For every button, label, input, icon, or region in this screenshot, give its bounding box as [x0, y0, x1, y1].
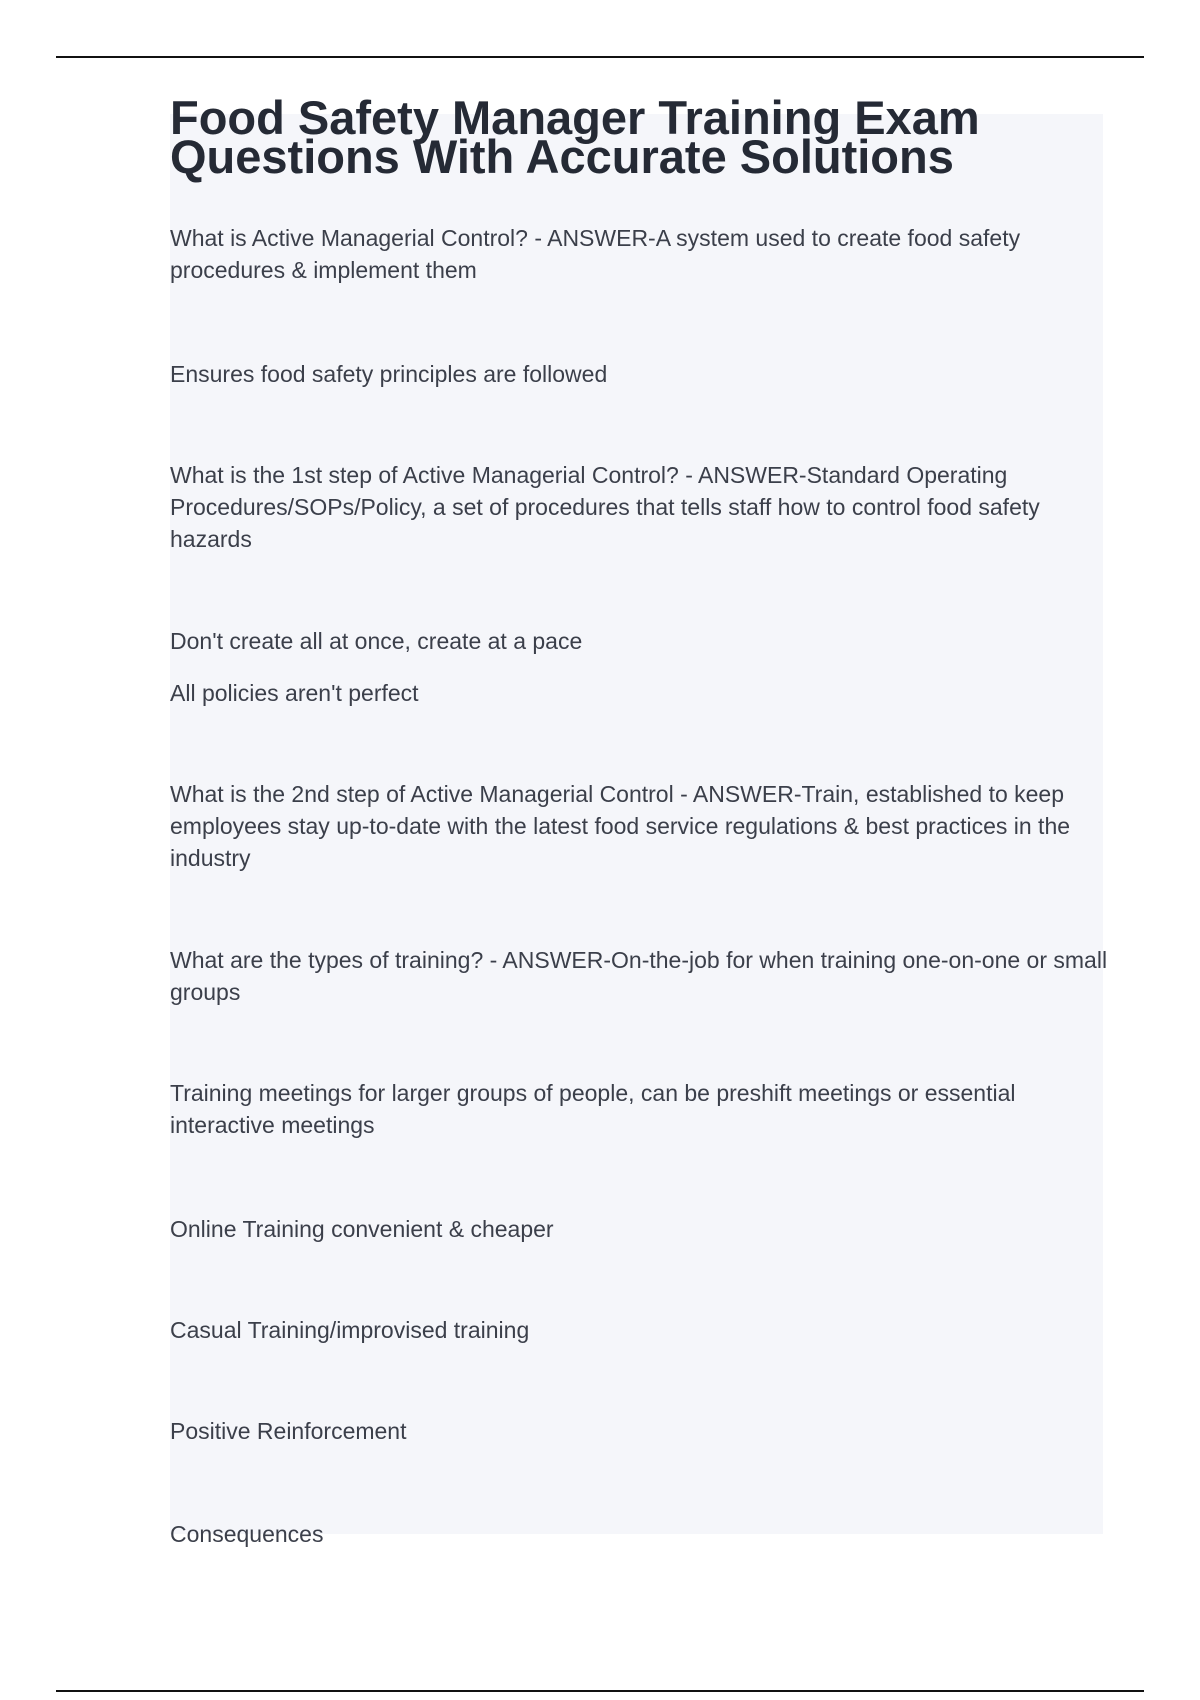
document-title: Food Safety Manager Training Exam Questions With Accurate Solutions [170, 91, 980, 183]
qa-paragraph: Don't create all at once, create at a pace [170, 628, 583, 654]
qa-paragraph: Consequences [170, 1521, 324, 1547]
bottom-rule [56, 1690, 1144, 1692]
top-rule [56, 56, 1144, 58]
qa-paragraph: What is Active Managerial Control? - ANSWER-A system used to create food safety procedures & implement them [170, 225, 1021, 283]
qa-paragraph: Positive Reinforcement [170, 1418, 407, 1444]
qa-paragraph: What are the types of training? - ANSWER-On-the-job for when training one-on-one or small groups [170, 947, 1108, 1005]
qa-paragraph: Training meetings for larger groups of people, can be preshift meetings or essential interactive meetings [170, 1080, 1016, 1138]
qa-paragraph: Online Training convenient & cheaper [170, 1216, 554, 1242]
qa-paragraph: What is the 1st step of Active Managerial Control? - ANSWER-Standard Operating Procedures/SOPs/Policy, a set of procedures that tells staff how to control food safety hazards [170, 462, 1040, 552]
qa-paragraph: Ensures food safety principles are followed [170, 361, 608, 387]
qa-paragraph: Casual Training/improvised training [170, 1317, 530, 1343]
qa-paragraph: All policies aren't perfect [170, 680, 419, 706]
qa-paragraph: What is the 2nd step of Active Managerial Control - ANSWER-Train, established to keep employees stay up-to-date with the latest food service regulations & best practices in the industry [170, 781, 1071, 871]
